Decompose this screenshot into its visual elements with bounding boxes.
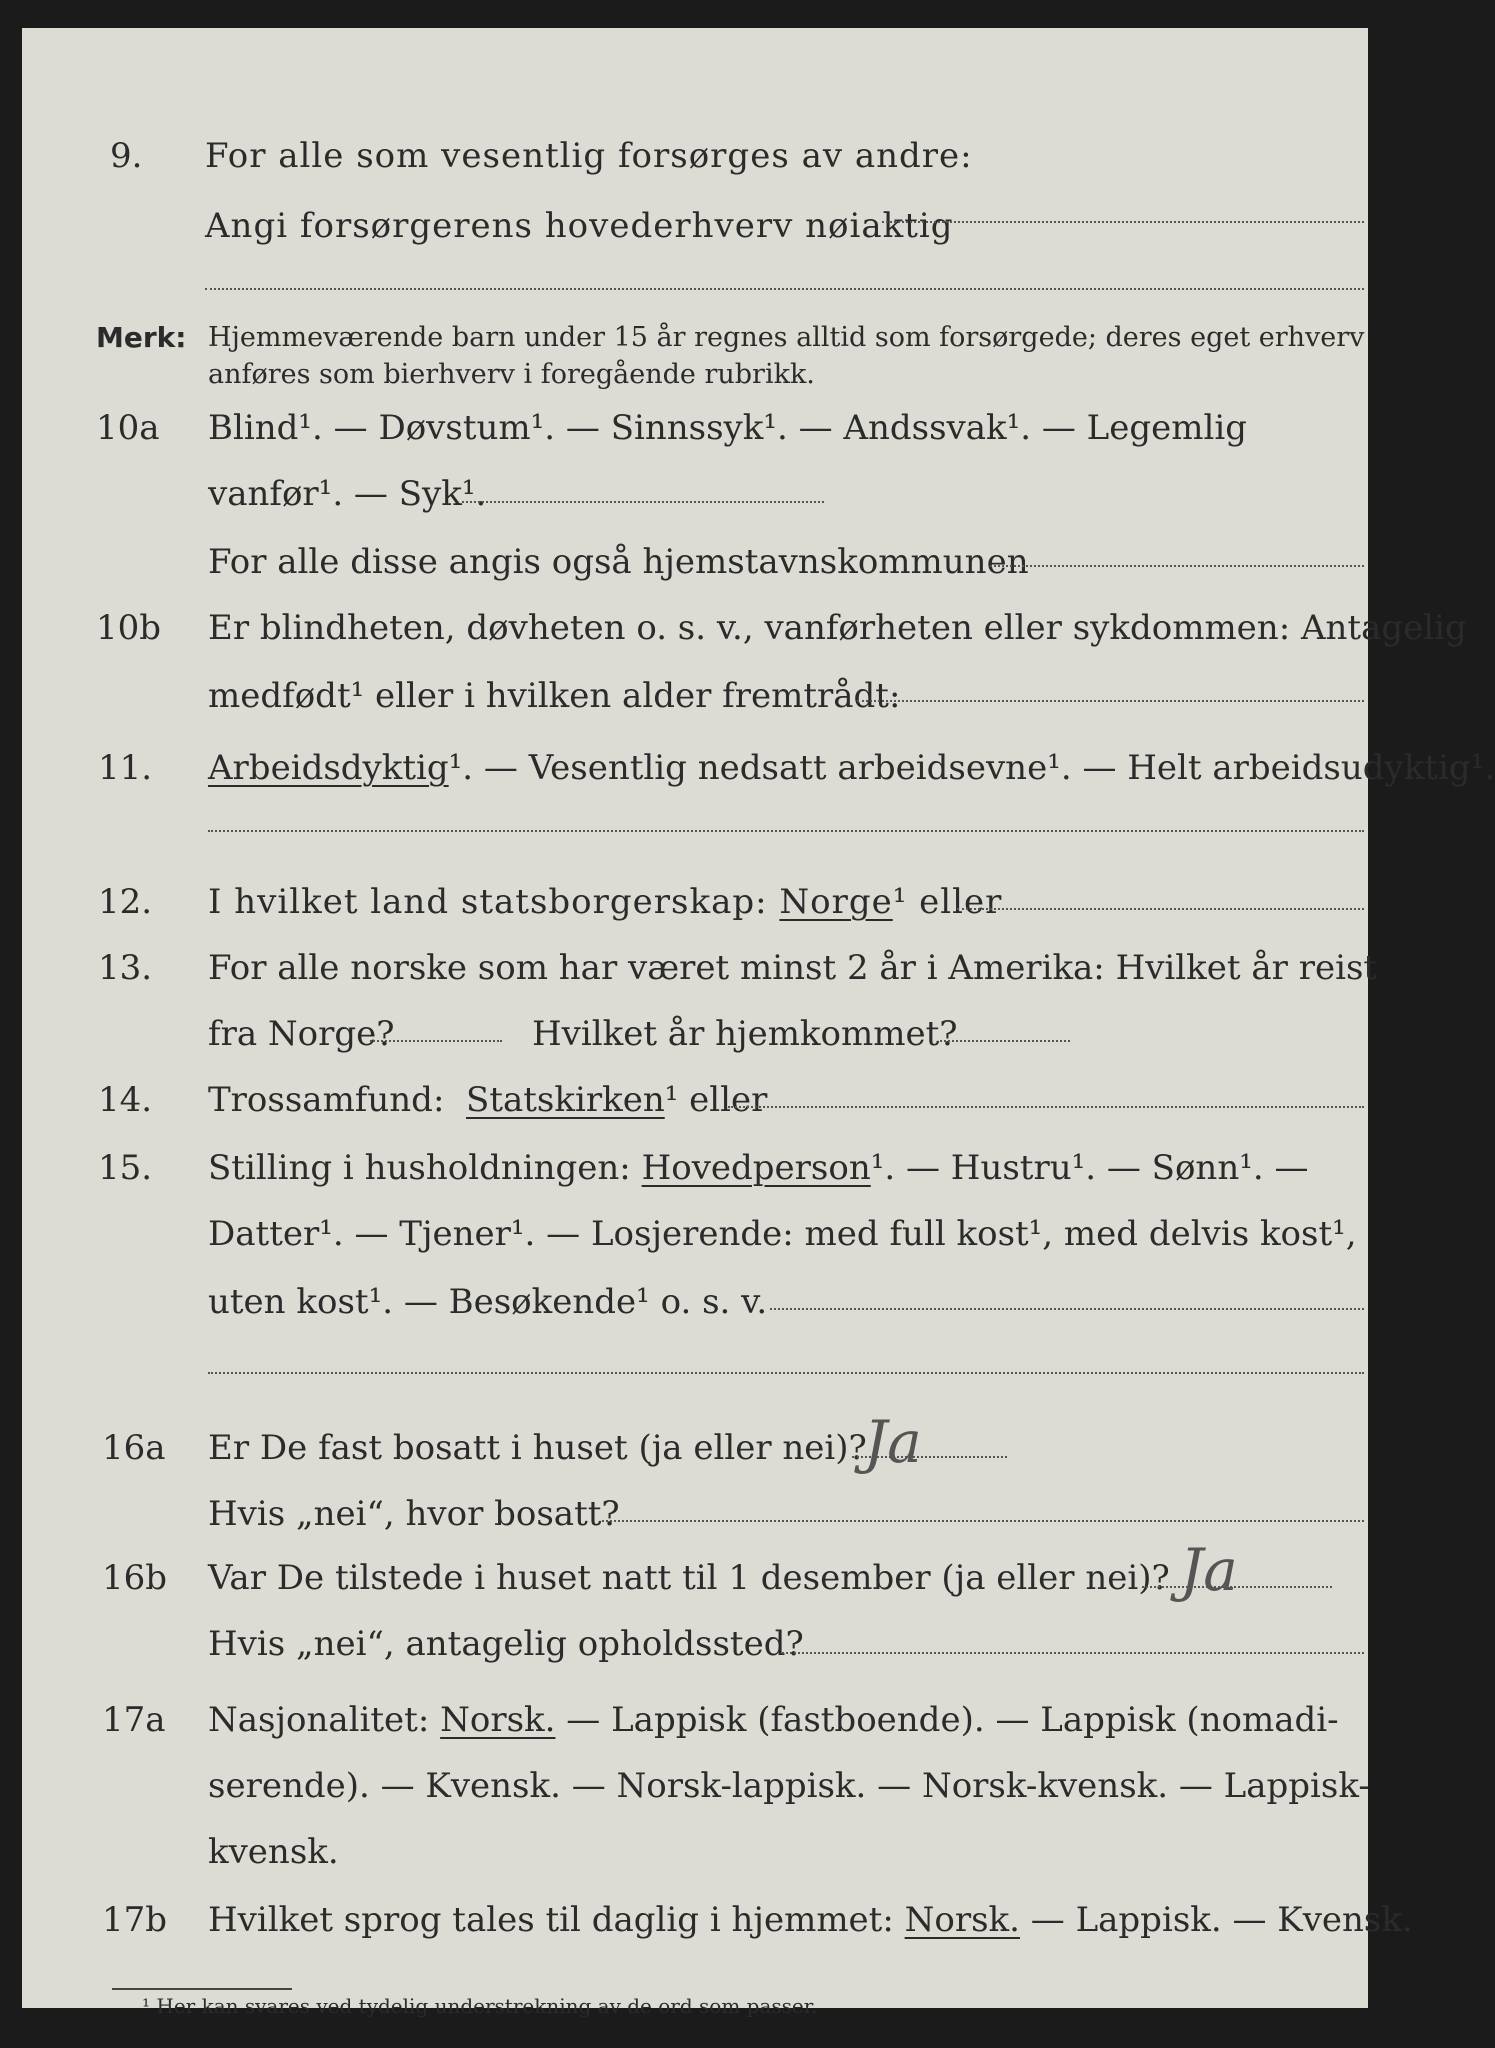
question-13-prompt-a: fra Norge? xyxy=(208,1014,395,1054)
census-form-page xyxy=(22,28,1495,2018)
question-17a-prompt: Nasjonalitet: xyxy=(208,1700,430,1740)
question-number: 16a xyxy=(102,1428,166,1468)
question-9-prompt: Angi forsørgerens hovederhverv nøiaktig xyxy=(205,206,954,246)
question-number: 11. xyxy=(98,748,153,788)
question-17b-rest: — Lappisk. — Kvensk. xyxy=(1030,1900,1413,1940)
selected-option: Hovedperson xyxy=(641,1148,871,1188)
question-number: 9. xyxy=(110,136,143,176)
selected-option: Statskirken xyxy=(466,1080,665,1120)
note-text: Hjemmeværende barn under 15 år regnes alltid som forsørgede; deres eget erhverv xyxy=(208,322,1365,353)
selected-option: Norge xyxy=(779,882,893,922)
question-16b-prompt: Hvis „nei“, antagelig opholdssted? xyxy=(208,1624,804,1664)
question-15-options: uten kost¹. — Besøkende¹ o. s. v. xyxy=(208,1282,768,1322)
answer-line xyxy=(370,1040,502,1042)
question-17a-options: serende). — Kvensk. — Norsk-lappisk. — Norsk-kvensk. — Lappisk- xyxy=(208,1766,1370,1806)
question-12-rest: ¹ eller xyxy=(892,882,1003,922)
question-15-prompt: Stilling i husholdningen: xyxy=(208,1148,631,1188)
answer-line xyxy=(208,830,1364,832)
question-10b-text: Er blindheten, døvheten o. s. v., vanførheten eller sykdommen: Antagelig xyxy=(208,608,1467,648)
question-number: 10a xyxy=(96,408,160,448)
answer-line xyxy=(990,565,1364,567)
answer-line xyxy=(857,700,1364,702)
question-number: 14. xyxy=(98,1080,153,1120)
question-16a-text: Er De fast bosatt i huset (ja eller nei)? xyxy=(208,1428,867,1468)
question-number: 16b xyxy=(102,1558,168,1598)
question-15-options: Datter¹. — Tjener¹. — Losjerende: med full kost¹, med delvis kost¹, xyxy=(208,1214,1357,1254)
question-11-options xyxy=(208,748,1495,788)
question-13-text: For alle norske som har været minst 2 år i Amerika: Hvilket år reist xyxy=(208,948,1378,988)
question-11-rest: ¹. — Vesentlig nedsatt arbeidsevne¹. — Helt arbeidsudyktig¹. xyxy=(448,748,1495,788)
selected-option: Norsk. xyxy=(904,1900,1020,1940)
note-text: anføres som bierhverv i foregående rubrikk. xyxy=(208,359,815,390)
question-14-text xyxy=(208,1080,767,1120)
question-10a-prompt: For alle disse angis også hjemstavnskommunen xyxy=(208,542,1029,582)
question-number: 17a xyxy=(102,1700,166,1740)
question-17b-prompt: Hvilket sprog tales til daglig i hjemmet: xyxy=(208,1900,894,1940)
question-14-rest: ¹ eller xyxy=(664,1080,768,1120)
answer-line xyxy=(770,1308,1364,1310)
selected-option: Arbeidsdyktig xyxy=(208,748,449,788)
question-number: 13. xyxy=(98,948,153,988)
question-number: 15. xyxy=(98,1148,153,1188)
question-17a-rest: — Lappisk (fastboende). — Lappisk (nomadi- xyxy=(566,1700,1339,1740)
question-10b-prompt: medfødt¹ eller i hvilken alder fremtrådt: xyxy=(208,676,901,716)
footnote: ¹ Her kan svares ved tydelig understrekning av de ord som passer. xyxy=(142,1994,818,2018)
question-13-prompt-b: Hvilket år hjemkommet? xyxy=(532,1014,958,1054)
question-15-rest: ¹. — Hustru¹. — Sønn¹. — xyxy=(870,1148,1309,1188)
answer-line xyxy=(782,1652,1364,1654)
selected-option: Norsk. xyxy=(440,1700,556,1740)
answer-line xyxy=(205,288,1364,290)
answer-line xyxy=(940,1040,1070,1042)
question-number: 10b xyxy=(96,608,162,648)
answer-line xyxy=(462,501,824,503)
question-12-prompt: I hvilket land statsborgerskap: xyxy=(208,882,768,922)
answer-line xyxy=(208,1372,1364,1374)
question-10a-options: Blind¹. — Døvstum¹. — Sinnssyk¹. — Andssvak¹. — Legemlig xyxy=(208,408,1247,448)
answer-line xyxy=(957,908,1364,910)
question-12-text xyxy=(208,882,1002,922)
note-label: Merk: xyxy=(96,321,187,354)
question-16b-text: Var De tilstede i huset natt til 1 desember (ja eller nei)? xyxy=(208,1558,1170,1598)
question-17a-options: kvensk. xyxy=(208,1832,339,1872)
answer-line xyxy=(728,1106,1364,1108)
answer-line xyxy=(602,1520,1364,1522)
question-number: 12. xyxy=(98,882,153,922)
question-10a-options: vanfør¹. — Syk¹. xyxy=(208,474,487,514)
question-14-prompt: Trossamfund: xyxy=(208,1080,445,1120)
answer-line xyxy=(882,221,1364,223)
handwritten-answer: Ja xyxy=(1180,1536,1238,1604)
question-17a-text xyxy=(208,1700,1339,1740)
question-15-text xyxy=(208,1148,1308,1188)
footnote-rule xyxy=(112,1988,292,1990)
question-17b-text xyxy=(208,1900,1413,1940)
handwritten-answer: Ja xyxy=(864,1408,922,1476)
question-number: 17b xyxy=(102,1900,168,1940)
question-16a-prompt: Hvis „nei“, hvor bosatt? xyxy=(208,1494,620,1534)
question-9-text: For alle som vesentlig forsørges av andre: xyxy=(205,136,973,176)
